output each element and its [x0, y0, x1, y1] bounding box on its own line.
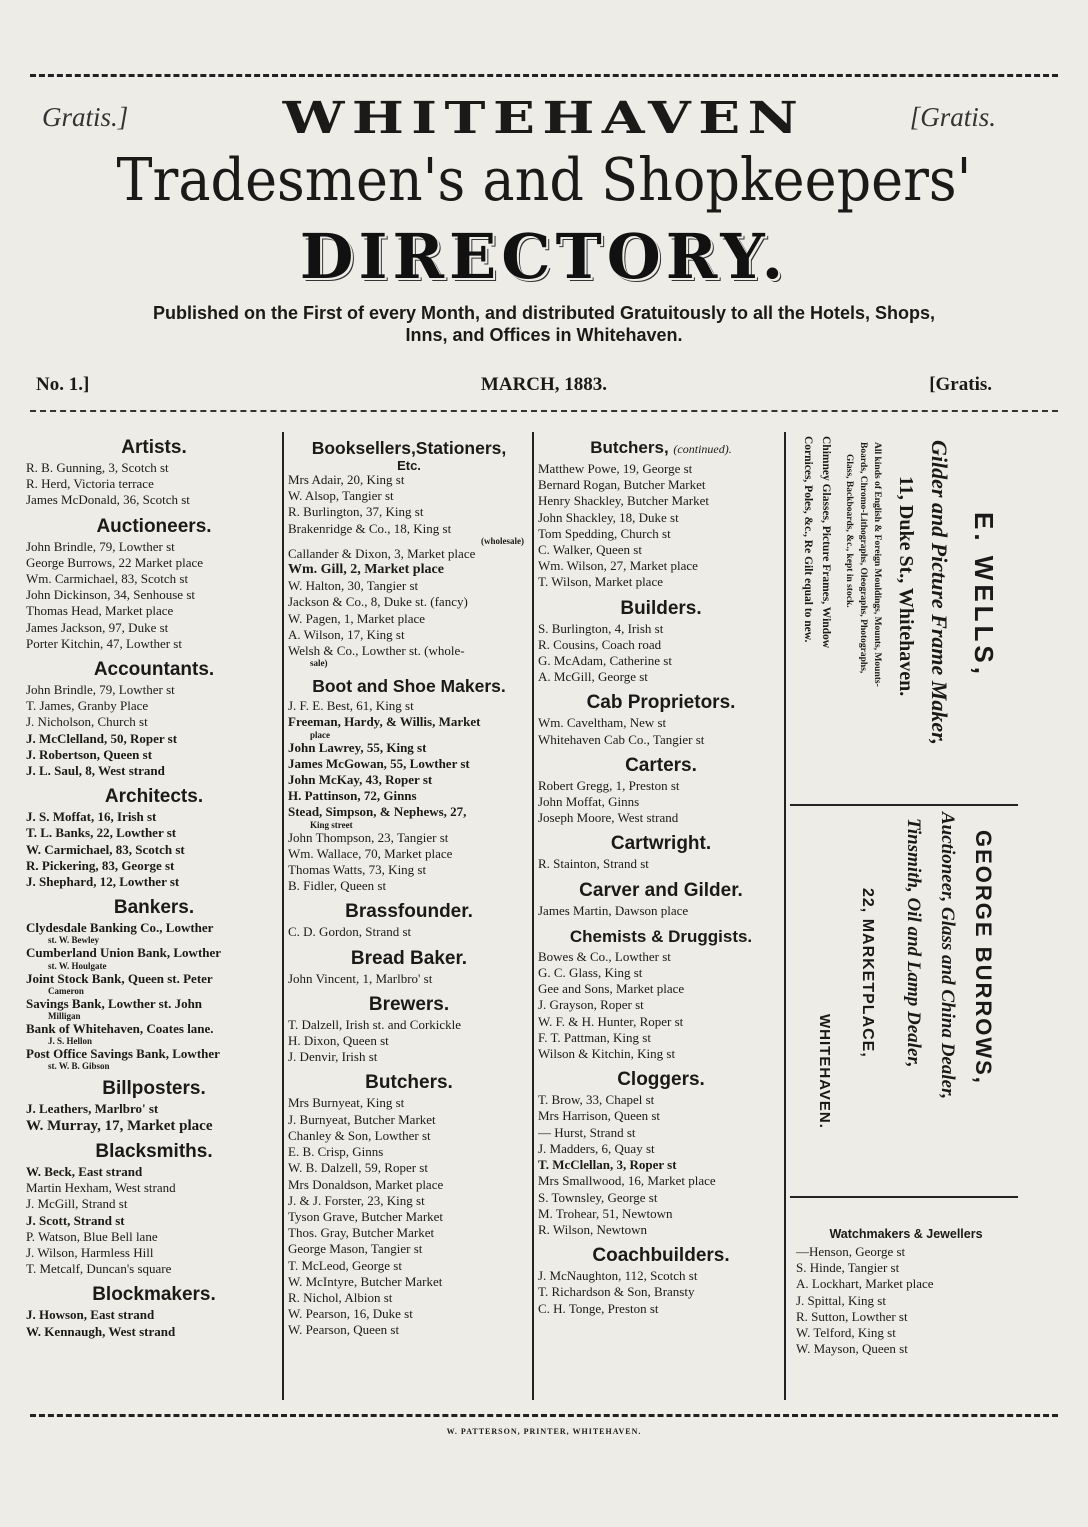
column-divider-3 — [784, 432, 786, 1400]
list-item: A. McGill, George st — [538, 669, 648, 685]
list-item: Martin Hexham, West strand — [26, 1180, 176, 1196]
list-item: C. H. Tonge, Preston st — [538, 1300, 659, 1316]
list-item: Clydesdale Banking Co., Lowther — [26, 920, 214, 936]
heading-carters: Carters. — [625, 754, 697, 776]
column-2 — [288, 430, 530, 1339]
list-item: W. Kennaugh, West strand — [26, 1323, 176, 1339]
list-item: G. McAdam, Catherine st — [538, 653, 672, 669]
heading-butchers-label: Butchers, — [590, 438, 669, 457]
list-item: Mrs Adair, 20, King st — [288, 472, 405, 487]
list-carver-gilder — [538, 903, 784, 919]
list-item: J. S. Moffat, 16, Irish st — [26, 809, 157, 825]
list-item: James Martin, Dawson place — [538, 902, 689, 918]
list-item: C. Walker, Queen st — [538, 542, 642, 558]
list-item: John Brindle, 79, Lowther st — [26, 538, 175, 554]
issue-number: No. 1.] — [36, 374, 90, 395]
list-item: W. Murray, 17, Market place — [26, 1117, 213, 1134]
list-item: H. Dixon, Queen st — [288, 1033, 389, 1049]
list-item-note: place — [310, 729, 330, 740]
list-item: Freeman, Hardy, & Willis, Market — [288, 714, 481, 730]
heading-booksellers-etc: Etc. — [397, 458, 421, 473]
list-item: George Mason, Tangier st — [288, 1241, 423, 1257]
list-item: W. Pearson, Queen st — [288, 1322, 400, 1338]
list-accountants — [26, 682, 282, 779]
list-item: Post Office Savings Bank, Lowther — [26, 1046, 220, 1062]
gratis-meta: [Gratis. — [929, 374, 992, 395]
list-builders — [538, 621, 784, 686]
wells-services-line2: Cornices, Poles, &c., Re Gilt equal to new. — [802, 436, 814, 643]
list-item-note: Cameron — [48, 985, 84, 996]
list-item: Jackson & Co., 8, Duke st. (fancy) — [288, 594, 468, 610]
list-item: Mrs Donaldson, Market place — [288, 1176, 444, 1192]
bottom-dotted-rule — [30, 1414, 1058, 1417]
list-item: Chanley & Son, Lowther st — [288, 1127, 431, 1143]
ad-divider-2 — [790, 1196, 1018, 1198]
issue-date: MARCH, 1883. — [480, 374, 608, 395]
heading-watchmakers: Watchmakers & Jewellers — [829, 1227, 983, 1241]
list-item: W. Pearson, 16, Duke st — [288, 1306, 413, 1322]
list-cab-proprietors — [538, 715, 784, 747]
list-item: John McKay, 43, Roper st — [288, 772, 433, 788]
list-item: H. Pattinson, 72, Ginns — [288, 788, 417, 804]
heading-accountants: Accountants. — [93, 659, 215, 681]
list-item: J. Spittal, King st — [796, 1292, 886, 1308]
list-item: Thomas Head, Market place — [26, 603, 174, 619]
list-item: J. McClelland, 50, Roper st — [26, 730, 178, 746]
list-item: J. Wilson, Harmless Hill — [26, 1244, 154, 1260]
heading-cab-proprietors: Cab Proprietors. — [586, 692, 736, 714]
list-item: —Henson, George st — [796, 1244, 906, 1259]
list-item: John Lawrey, 55, King st — [288, 739, 427, 755]
list-item: Brakenridge & Co., 18, King st — [288, 520, 452, 536]
list-item: T. L. Banks, 22, Lowther st — [26, 825, 177, 841]
list-architects — [26, 809, 282, 890]
heading-brassfounder: Brassfounder. — [345, 901, 473, 923]
list-item: James McDonald, 36, Scotch st — [26, 492, 190, 508]
list-item: Porter Kitchin, 47, Lowther st — [26, 635, 182, 651]
heading-architects: Architects. — [104, 786, 204, 808]
heading-bankers: Bankers. — [113, 897, 195, 919]
list-item-note: sale) — [310, 658, 328, 669]
list-item: T. McLeod, George st — [288, 1257, 402, 1273]
list-item: John Brindle, 79, Lowther st — [26, 682, 175, 698]
list-blockmakers — [26, 1307, 282, 1339]
list-item: W. Carmichael, 83, Scotch st — [26, 841, 185, 857]
list-item: James McGowan, 55, Lowther st — [288, 755, 470, 771]
list-item: R. Cousins, Coach road — [538, 636, 662, 652]
list-item: Callander & Dixon, 3, Market place — [288, 545, 476, 561]
ad-wells — [790, 432, 1018, 804]
list-item: Thos. Gray, Butcher Market — [288, 1225, 435, 1241]
list-bread-baker — [288, 971, 530, 987]
list-butchers — [288, 1095, 530, 1338]
column-1 — [26, 430, 282, 1340]
wells-stock-line2: Boards, Chromo-Lithographs, Oleographs, Photographs, — [858, 442, 868, 674]
gratis-right: [Gratis. — [909, 102, 996, 132]
list-bankers — [26, 920, 282, 1071]
list-item: J. L. Saul, 8, West strand — [26, 763, 165, 779]
list-item: T. James, Granby Place — [26, 698, 149, 714]
list-item: — Hurst, Strand st — [538, 1124, 636, 1140]
wells-trade: Gilder and Picture Frame Maker, — [927, 440, 952, 745]
list-item: Wilson & Kitchin, King st — [538, 1046, 676, 1062]
subtitle-line1: Published on the First of every Month, and distributed Gratuitously to all the Hotels, Shops, — [152, 303, 936, 323]
list-item: M. Trohear, 51, Newtown — [538, 1205, 673, 1221]
subtitle-line2: Inns, and Offices in Whitehaven. — [405, 325, 683, 345]
list-butchers-continued — [538, 461, 784, 591]
list-item: S. Hinde, Tangier st — [796, 1260, 900, 1276]
list-brewers — [288, 1017, 530, 1066]
heading-blacksmiths: Blacksmiths. — [95, 1140, 213, 1162]
heading-cartwright: Cartwright. — [610, 833, 712, 855]
list-item: J. Robertson, Queen st — [26, 746, 153, 762]
list-item: Bank of Whitehaven, Coates lane. — [26, 1021, 214, 1037]
list-chemists — [538, 949, 784, 1062]
list-watchmakers — [788, 1244, 1024, 1357]
list-item: Bernard Rogan, Butcher Market — [538, 477, 706, 493]
list-item: W. McIntyre, Butcher Market — [288, 1273, 443, 1289]
list-item: Tom Spedding, Church st — [538, 525, 671, 541]
list-item: John Moffat, Ginns — [538, 794, 640, 810]
list-item: W. Alsop, Tangier st — [288, 488, 394, 504]
list-item-note: Milligan — [48, 1011, 81, 1022]
heading-coachbuilders: Coachbuilders. — [592, 1245, 730, 1267]
heading-butchers-continued — [538, 436, 784, 461]
wells-name: E. WELLS, — [969, 512, 999, 678]
list-item: J. Scott, Strand st — [26, 1212, 125, 1228]
list-item: R. Stainton, Strand st — [538, 856, 649, 872]
burrows-name: GEORGE BURROWS, — [971, 830, 996, 1085]
burrows-trade-line2: Tinsmith, Oil and Lamp Dealer, — [903, 818, 924, 1068]
column-divider-2 — [532, 432, 534, 1400]
list-item: R. B. Gunning, 3, Scotch st — [26, 460, 169, 475]
list-item: E. B. Crisp, Ginns — [288, 1144, 384, 1160]
list-item: R. Wilson, Newtown — [538, 1221, 648, 1237]
header-dotted-rule — [30, 410, 1058, 412]
list-blacksmiths — [26, 1164, 282, 1277]
list-item: Wm. Gill, 2, Market place — [288, 562, 444, 578]
list-item: B. Fidler, Queen st — [288, 878, 387, 894]
list-item: Mrs Harrison, Queen st — [538, 1108, 661, 1124]
list-item: J. F. E. Best, 61, King st — [288, 698, 414, 714]
list-carters — [538, 778, 784, 827]
list-item-note: King street — [310, 819, 353, 830]
heading-cloggers: Cloggers. — [617, 1069, 705, 1091]
heading-auctioneers: Auctioneers. — [96, 515, 212, 537]
heading-boot-shoe: Boot and Shoe Makers. — [312, 676, 506, 697]
list-item: J. McGill, Strand st — [26, 1196, 128, 1212]
list-item: R. Herd, Victoria terrace — [26, 476, 154, 492]
list-item: J. Grayson, Roper st — [538, 997, 644, 1013]
list-item: Joint Stock Bank, Queen st. Peter — [26, 970, 213, 986]
list-item: R. Burlington, 37, King st — [288, 504, 424, 520]
watchmakers-section — [788, 1224, 1024, 1357]
town-title: WHITEHAVEN — [282, 93, 806, 144]
list-item: T. Metcalf, Duncan's square — [26, 1261, 172, 1277]
continued-note: (continued). — [673, 442, 732, 456]
burrows-address: 22, MARKETPLACE, — [859, 888, 876, 1058]
list-item: Matthew Powe, 19, George st — [538, 461, 693, 476]
list-item: Cumberland Union Bank, Lowther — [26, 945, 222, 961]
list-item: Mrs Burnyeat, King st — [288, 1095, 405, 1111]
list-item: Wm. Caveltham, New st — [538, 715, 667, 731]
burrows-trade-line1: Auctioneer, Glass and China Dealer, — [937, 812, 958, 1100]
list-cartwright — [538, 856, 784, 872]
list-artists — [26, 460, 282, 509]
list-item: S. Townsley, George st — [538, 1189, 658, 1205]
list-item: W. Halton, 30, Tangier st — [288, 578, 419, 594]
list-item: Bowes & Co., Lowther st — [538, 948, 671, 964]
list-item: W. B. Dalzell, 59, Roper st — [288, 1160, 428, 1176]
heading-brewers: Brewers. — [368, 993, 450, 1015]
list-item: Gee and Sons, Market place — [538, 981, 685, 997]
main-title: Tradesmen's and Shopkeepers' — [116, 144, 972, 215]
list-item: Henry Shackley, Butcher Market — [538, 493, 709, 509]
heading-builders: Builders. — [620, 597, 702, 619]
list-item: J. McNaughton, 112, Scotch st — [538, 1268, 698, 1284]
list-item: J. Leathers, Marlbro' st — [26, 1101, 159, 1117]
list-item: John Vincent, 1, Marlbro' st — [288, 970, 433, 986]
list-billposters — [26, 1101, 282, 1133]
top-dotted-rule — [30, 74, 1058, 77]
list-item: R. Pickering, 83, George st — [26, 857, 175, 873]
wells-address: 11, Duke St., Whitehaven. — [895, 476, 917, 697]
column-divider-1 — [282, 432, 284, 1400]
heading-butchers: Butchers. — [365, 1072, 453, 1094]
list-item: W. Beck, East strand — [26, 1163, 143, 1179]
list-item: T. Richardson & Son, Bransty — [538, 1284, 695, 1300]
list-booksellers — [288, 472, 530, 668]
list-item: Wm. Wilson, 27, Market place — [538, 558, 698, 574]
list-item: R. Sutton, Lowther st — [796, 1308, 908, 1324]
heading-booksellers: Booksellers,Stationers, — [311, 438, 507, 458]
heading-bread-baker: Bread Baker. — [350, 947, 468, 969]
list-item: Tyson Grave, Butcher Market — [288, 1208, 444, 1224]
ad-divider-1 — [790, 804, 1018, 806]
list-item-note: st. W. B. Gibson — [48, 1061, 110, 1072]
list-coachbuilders — [538, 1268, 784, 1317]
list-item: R. Nichol, Albion st — [288, 1289, 393, 1305]
ad-burrows — [790, 808, 1018, 1192]
list-item: F. T. Pattman, King st — [538, 1029, 651, 1045]
list-item: T. Wilson, Market place — [538, 574, 663, 590]
list-item-note: st. W. Houlgate — [48, 960, 107, 971]
gratis-left: Gratis.] — [42, 102, 129, 132]
list-item-note: (wholesale) — [481, 535, 524, 546]
list-item: A. Lockhart, Market place — [796, 1276, 934, 1292]
column-3 — [538, 430, 784, 1317]
list-item: Thomas Watts, 73, King st — [288, 862, 427, 878]
wells-services-line1: Chimney Glasses, Picture Frames, Window — [820, 436, 832, 649]
list-item: T. Dalzell, Irish st. and Corkickle — [288, 1016, 462, 1032]
list-item: P. Watson, Blue Bell lane — [26, 1228, 158, 1244]
list-item: J. Madders, 6, Quay st — [538, 1140, 655, 1156]
list-item: Whitehaven Cab Co., Tangier st — [538, 731, 705, 747]
list-item: T. Brow, 33, Chapel st — [538, 1092, 655, 1108]
list-item: Savings Bank, Lowther st. John — [26, 995, 203, 1011]
list-item: Mrs Smallwood, 16, Market place — [538, 1173, 716, 1189]
list-item: T. McClellan, 3, Roper st — [538, 1157, 677, 1173]
list-item: George Burrows, 22 Market place — [26, 554, 204, 570]
list-item: John Dickinson, 34, Senhouse st — [26, 587, 195, 603]
list-item: A. Wilson, 17, King st — [288, 626, 405, 642]
list-auctioneers — [26, 539, 282, 652]
heading-blockmakers: Blockmakers. — [92, 1284, 216, 1306]
list-item: Wm. Carmichael, 83, Scotch st — [26, 571, 189, 587]
heading-chemists: Chemists & Druggists. — [569, 926, 753, 946]
list-item: Wm. Wallace, 70, Market place — [288, 845, 453, 861]
heading-carver-gilder: Carver and Gilder. — [579, 879, 743, 901]
list-item: Joseph Moore, West strand — [538, 810, 679, 826]
list-cloggers — [538, 1092, 784, 1238]
list-item: J. Denvir, Irish st — [288, 1049, 378, 1065]
list-brassfounder — [288, 924, 530, 940]
subtitle — [20, 302, 1068, 346]
printer-imprint: W. PATTERSON, PRINTER, WHITEHAVEN. — [446, 1427, 642, 1436]
burrows-town: WHITEHAVEN. — [816, 1014, 833, 1129]
list-item: John Shackley, 18, Duke st — [538, 509, 679, 525]
directory-title: DIRECTORY. — [299, 220, 789, 293]
list-item: W. Mayson, Queen st — [796, 1341, 908, 1357]
heading-artists: Artists. — [121, 437, 187, 458]
list-item: W. F. & H. Hunter, Roper st — [538, 1013, 684, 1029]
list-item: John Thompson, 23, Tangier st — [288, 829, 449, 845]
list-boot-shoe — [288, 698, 530, 894]
list-item: W. Pagen, 1, Market place — [288, 610, 426, 626]
list-item: J. Shephard, 12, Lowther st — [26, 874, 180, 890]
list-item: James Jackson, 97, Duke st — [26, 619, 169, 635]
list-item-note: J. S. Hellon — [48, 1036, 93, 1047]
list-item: J. Howson, East strand — [26, 1307, 155, 1323]
list-item: Stead, Simpson, & Nephews, 27, — [288, 804, 467, 820]
list-item: S. Burlington, 4, Irish st — [538, 620, 664, 636]
list-item: J. Burnyeat, Butcher Market — [288, 1111, 436, 1127]
heading-billposters: Billposters. — [102, 1078, 206, 1100]
list-item: Robert Gregg, 1, Preston st — [538, 777, 680, 793]
wells-stock-line3: Glass, Backboards, &c., kept in stock. — [844, 454, 854, 608]
list-item: C. D. Gordon, Strand st — [288, 924, 412, 940]
list-item: G. C. Glass, King st — [538, 965, 643, 981]
list-item: W. Telford, King st — [796, 1325, 896, 1341]
list-item: Welsh & Co., Lowther st. (whole- — [288, 643, 465, 659]
list-item: J. Nicholson, Church st — [26, 714, 148, 730]
list-item-note: st. W. Bewley — [48, 935, 100, 946]
wells-stock-line1: All kinds of English & Foreign Mouldings, Mounts, Mounts- — [872, 442, 882, 687]
list-item: J. & J. Forster, 23, King st — [288, 1192, 425, 1208]
